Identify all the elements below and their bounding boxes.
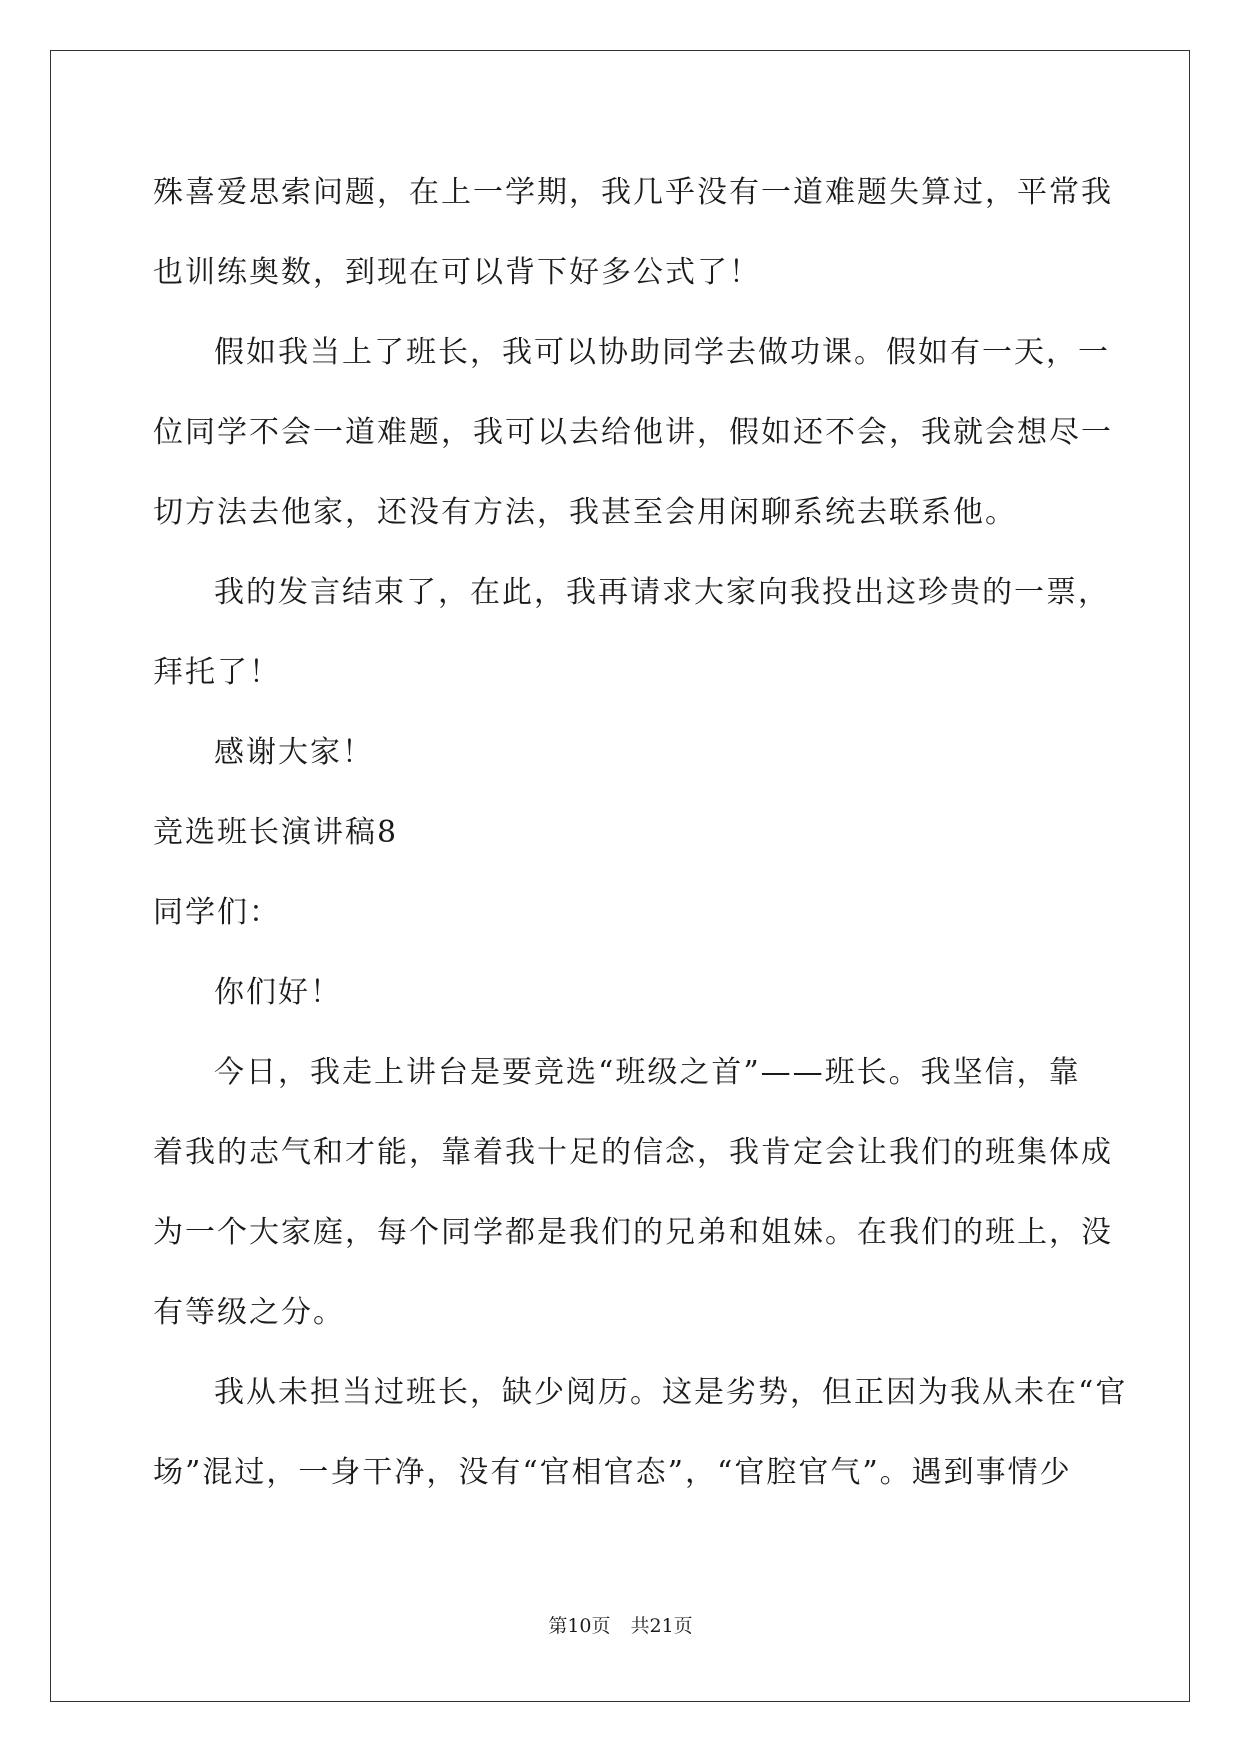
- text-line: 我从未担当过班长，缺少阅历。这是劣势，但正因为我从未在“官: [214, 1375, 1128, 1410]
- text-line: 我的发言结束了，在此，我再请求大家向我投出这珍贵的一票，: [214, 575, 1110, 610]
- text-line: 着我的志气和才能，靠着我十足的信念，我肯定会让我们的班集体成: [153, 1135, 1113, 1170]
- text-line: 殊喜爱思索问题，在上一学期，我几乎没有一道难题失算过，平常我: [153, 175, 1113, 210]
- text-line: 位同学不会一道难题，我可以去给他讲，假如还不会，我就会想尽一: [153, 415, 1113, 450]
- text-line: 切方法去他家，还没有方法，我甚至会用闲聊系统去联系他。: [153, 495, 1017, 530]
- text-line: 感谢大家！: [214, 735, 374, 770]
- text-line: 拜托了！: [153, 655, 281, 690]
- text-line: 也训练奥数，到现在可以背下好多公式了！: [153, 255, 761, 290]
- total-pages-label: 共21页: [630, 1615, 693, 1637]
- text-line: 假如我当上了班长，我可以协助同学去做功课。假如有一天，一: [214, 335, 1110, 370]
- page-footer: [0, 1614, 1241, 1638]
- greeting: 你们好！: [214, 975, 342, 1010]
- salutation: 同学们：: [153, 895, 281, 930]
- current-page-label: 第10页: [548, 1615, 611, 1637]
- text-line: 今日，我走上讲台是要竞选“班级之首”——班长。我坚信，靠: [214, 1055, 1081, 1090]
- text-line: 场”混过，一身干净，没有“官相官态”，“官腔官气”。遇到事情少: [153, 1455, 1072, 1490]
- section-heading: 竞选班长演讲稿8: [153, 815, 399, 850]
- text-line: 为一个大家庭，每个同学都是我们的兄弟和姐妹。在我们的班上，没: [153, 1215, 1113, 1250]
- text-line: 有等级之分。: [153, 1295, 345, 1330]
